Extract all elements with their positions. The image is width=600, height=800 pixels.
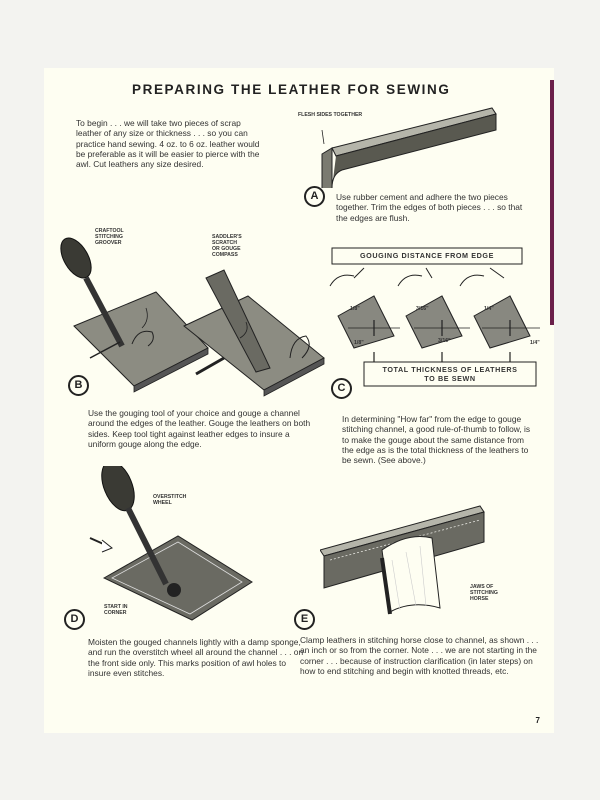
figure-b-gouging-tools	[56, 208, 326, 398]
step-b-marker: B	[68, 375, 89, 396]
figure-a-glued-leather	[302, 104, 502, 188]
label-total-thickness-1: TOTAL THICKNESS OF LEATHERS	[382, 365, 518, 374]
step-c-text: In determining "How far" from the edge to gouge stitching channel, a good rule-of-thumb to follow, is to make the gouge about the same distance from the edge as is the total thickness of the leathers to be sewn. (See above.)	[342, 414, 531, 466]
label-stitching-groover: CRAFTOOL STITCHING GROOVER	[95, 228, 124, 246]
fraction-top-2: 3/16"	[416, 306, 429, 312]
step-b-text: Use the gouging tool of your choice and gouge a channel around the edges of the leather. Gouge the leathers on both sides. Keep tool tight against leather edges to insure a uniform gouge along the edge.	[88, 408, 311, 449]
step-e-marker: E	[294, 609, 315, 630]
label-total-thickness-2: TO BE SEWN	[424, 374, 476, 383]
page-title: PREPARING THE LEATHER FOR SEWING	[132, 82, 451, 97]
figure-d-overstitch-wheel	[84, 466, 254, 626]
fraction-top-3: 1/4"	[484, 306, 494, 312]
label-start-in-corner: START IN CORNER	[104, 604, 128, 616]
figure-e-stitching-horse	[320, 498, 534, 618]
step-d-text: Moisten the gouged channels lightly with a damp sponge, and run the overstitch wheel all around the channel . . . on the front side only. This marks position of awl holes to insure even stitches.	[88, 637, 304, 678]
step-a-text: Use rubber cement and adhere the two pieces together. Trim the edges of both pieces . . . so that the edges are flush.	[336, 192, 523, 223]
manual-page	[44, 68, 554, 733]
page-number: 7	[535, 716, 540, 725]
fraction-bottom-3: 1/4"	[530, 340, 540, 346]
intro-text: To begin . . . we will take two pieces of scrap leather of any size or thickness . . . so you can practice hand sewing. 4 oz. to 6 oz. leather would be preferable as it will be easier to pierce with the awl. Cut leathers any size desired.	[76, 118, 260, 170]
label-overstitch-wheel: OVERSTITCH WHEEL	[153, 494, 187, 506]
step-d-marker: D	[64, 609, 85, 630]
label-flesh-sides: FLESH SIDES TOGETHER	[298, 112, 363, 118]
label-gouging-distance: GOUGING DISTANCE FROM EDGE	[359, 251, 495, 260]
fraction-top-1: 1/8"	[350, 306, 360, 312]
label-saddlers-scratch: SADDLER'S SCRATCH OR GOUGE COMPASS	[212, 234, 242, 258]
fraction-bottom-2: 3/16"	[438, 338, 451, 344]
label-jaws-stitching-horse: JAWS OF STITCHING HORSE	[470, 584, 498, 602]
step-e-text: Clamp leathers in stitching horse close to channel, as shown . . . an inch or so from the corner. Note . . . we are not starting in the corner . . . because of instruction clarification (in later steps) on how to end stitching and begin with knotted threads, etc.	[300, 635, 539, 676]
fraction-bottom-1: 1/8"	[354, 340, 364, 346]
step-a-marker: A	[304, 186, 325, 207]
step-c-marker: C	[331, 378, 352, 399]
